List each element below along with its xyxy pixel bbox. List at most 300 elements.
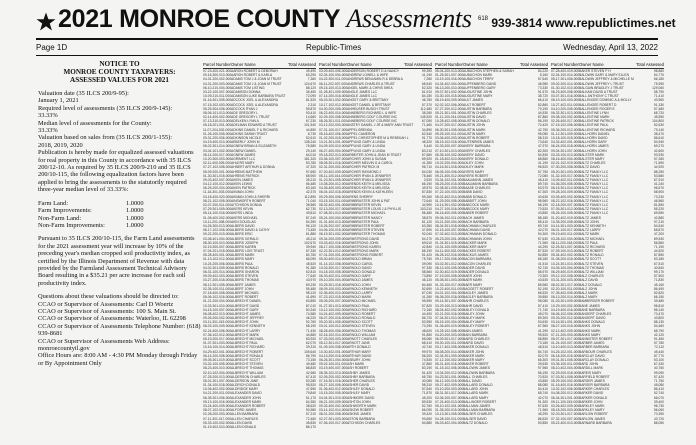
owner-name: ARCHER MELVIN G & CAROL [347, 161, 393, 166]
parcel-number: 03-27-200-018-000 [203, 278, 232, 283]
parcel-number: 04-09-100-010-000 [319, 144, 348, 149]
total-assessed: 52,690 [421, 286, 432, 291]
owner-name: BALLENGEE ROBERT D [579, 102, 617, 107]
parcel-number: 07-20-402-009-000 [319, 169, 348, 174]
column-header: Parcel Number Owner Name Total Assessed [203, 62, 316, 67]
parcel-number: 10-18-100-015-000 [551, 136, 580, 140]
owner-name: ALBRECHT RICHARD [231, 345, 265, 350]
parcel-number: 08-17-100-006-000 [319, 244, 348, 249]
owner-name: BALTZ SCOTT [579, 257, 602, 262]
parcel-number: 01-07-301-003-000 [203, 341, 232, 346]
questions-line: CCAO or Supervisor of Assessments: 100 S. Main St. [38, 307, 177, 315]
total-assessed: 49,490 [305, 69, 316, 73]
owner-name: BALTZ RICHARD [579, 244, 605, 249]
total-assessed: 45,080 [653, 383, 664, 388]
owner-name: AUBUCHON MARK [463, 73, 493, 78]
parcel-number: 03-28-102-004-000 [551, 236, 580, 241]
parcel-number: 07-04-201-015-000 [203, 249, 232, 254]
total-assessed: 51,420 [421, 370, 432, 375]
total-assessed: 102,670 [304, 240, 316, 245]
total-assessed: 46,220 [305, 316, 316, 321]
total-assessed: 72,110 [654, 345, 664, 350]
owner-name: ALLEN DONALD [231, 424, 257, 429]
owner-name: AUSTIN ROBERT [463, 136, 490, 140]
parcel-number: 06-31-100-014-000 [203, 270, 232, 274]
total-assessed: 73,450 [305, 228, 316, 233]
parcel-number: 06-19-301-002-000 [319, 232, 348, 237]
total-assessed: 54,460 [653, 324, 664, 329]
parcel-number: 05-10-102-001-000 [435, 404, 464, 408]
total-assessed: 98,860 [653, 69, 664, 73]
total-assessed: 67,230 [305, 119, 316, 124]
owner-name: BARKER DONALD [579, 395, 608, 400]
parcel-number: 05-34-402-002-000 [551, 253, 580, 258]
total-assessed: 91,770 [421, 136, 432, 140]
total-assessed: 86,610 [653, 136, 664, 140]
total-assessed: 56,860 [653, 240, 664, 245]
total-assessed: 50,340 [305, 307, 316, 312]
total-assessed: 53,950 [421, 320, 432, 325]
parcel-number: 09-33-200-012-000 [551, 316, 580, 321]
total-assessed: 99,390 [421, 69, 432, 73]
parcel-number: 08-03-100-009-000 [203, 324, 232, 329]
owner-name: BARKLEY MARY [579, 408, 605, 413]
owner-name: BANNISTER ROBERT [579, 337, 613, 341]
parcel-number: 08-02-301-017-000 [551, 282, 580, 287]
total-assessed: 52,630 [653, 123, 664, 128]
parcel-number: 01-30-301-015-000 [203, 173, 232, 178]
parcel-number: 06-33-402-011-000 [319, 274, 347, 279]
total-assessed: 51,420 [421, 253, 432, 258]
parcel-number: 09-32-400-002-000 [319, 404, 348, 408]
owner-name: ANNEBERG GOLF COURSE INC [347, 115, 398, 120]
total-assessed: 66,090 [421, 408, 432, 413]
owner-name: ARNOTT CHARLES [347, 337, 377, 341]
parcel-number: 08-11-200-018-000 [551, 240, 579, 245]
owner-name: BALL CHARLES [463, 374, 488, 379]
owner-name: BARKLEY MARK [579, 404, 605, 408]
total-assessed: 57,630 [537, 236, 548, 241]
total-assessed: 45,160 [653, 282, 664, 287]
total-assessed: 99,170 [653, 270, 664, 274]
required-level: Required level of assessments (35 ILCS 200/9-145): 33.33% [38, 104, 173, 120]
parcel-number: 03-26-402-009-000 [551, 404, 580, 408]
owner-name: ARENDS KEVIN & KATHLEEN [347, 190, 393, 195]
parcel-number: 10-04-200-012-000 [435, 370, 464, 375]
owner-name: ARNOLD CAROL [347, 261, 374, 266]
total-assessed: 39,420 [421, 412, 432, 417]
total-assessed: 92,740 [537, 265, 548, 270]
owner-name: BARKER DAVID [579, 391, 604, 396]
total-assessed: 70,470 [653, 311, 664, 316]
owner-name: BARD JOHN [579, 362, 599, 367]
parcel-number: 04-05-100-004-000 [551, 265, 580, 270]
parcel-number: 05-25-304-006-000 [203, 106, 232, 111]
total-assessed: 66,090 [305, 257, 316, 262]
parcel-number: 07-24-400-013-000 [435, 399, 464, 404]
owner-name: ALBERT JAMES [231, 282, 256, 287]
total-assessed: 49,810 [305, 211, 316, 216]
total-assessed: 14,660 [305, 115, 316, 120]
owner-name: BALGAIN BRADLEY J TRUST [579, 85, 624, 90]
parcel-number: 08-28-400-006-000 [319, 328, 348, 333]
owner-name: ALBRECHT ROBERT [231, 349, 264, 354]
parcel-number: 03-03-402-016-000 [319, 240, 348, 245]
total-assessed: 84,150 [421, 94, 432, 99]
owner-name: BALLENTINE PATRICK [579, 119, 614, 124]
total-assessed: 39,850 [537, 295, 548, 300]
owner-name: ALEXANDER JOHN [231, 395, 261, 400]
owner-name: AKERS MICHAEL [231, 215, 258, 220]
total-assessed: 42,600 [653, 148, 664, 153]
owner-name: BALTZ MICHAEL [579, 236, 605, 241]
parcel-number: 01-24-100-007-000 [551, 341, 580, 346]
owner-name: BABCOCK MARY [463, 207, 490, 212]
parcel-number: 01-13-102-012-000 [203, 257, 232, 262]
owner-name: BACHMANN DONALD [463, 232, 497, 237]
owner-name: ALFORD JAMES [231, 408, 257, 413]
publication-text: Publication is hereby made for equalized assessed valuations for real property in this County in accordance with 35 ILCS 200/12-10. As required by 35 ILCS 200/9-210 and 35 ILCS 200/10-115, the following equalization factors have been applied to bring the assessments to the statutorily required three-year median level of 33.33%: [38, 149, 194, 194]
parcel-number: 08-22-102-016-000 [551, 198, 580, 203]
total-assessed: 48,620 [421, 328, 432, 333]
parcel-number: 02-34-301-009-000 [435, 353, 464, 358]
parcel-number: 04-07-200-017-000 [435, 123, 464, 128]
total-assessed: 42,750 [537, 127, 548, 132]
parcel-number: 07-18-400-008-000 [203, 290, 232, 295]
owner-name: ARNOLD BRIAN [347, 257, 372, 262]
owner-name: BACH JAMES [463, 215, 485, 220]
owner-name: ALEXANDER MARK [231, 399, 262, 404]
owner-name: ARNOLD RONALD [347, 316, 376, 321]
parcel-number: 07-15-102-003-000 [203, 102, 232, 107]
parcel-number: 06-36-200-018-000 [435, 295, 464, 300]
parcel-number: 06-26-301-004-000 [319, 357, 348, 362]
parcel-number: 02-36-400-010-000 [319, 290, 348, 295]
parcel-number: 09-03-402-007-000 [203, 177, 232, 182]
parcel-number: 04-16-301-018-000 [435, 165, 464, 170]
parcel-number: 09-19-400-011-000 [551, 232, 579, 237]
parcel-number: 04-35-400-003-000 [319, 186, 348, 191]
total-assessed: 58,850 [537, 337, 548, 341]
parcel-number: 06-04-102-018-000 [319, 190, 348, 195]
total-assessed: 58,900 [653, 190, 664, 195]
total-assessed: 7,280 [423, 77, 432, 82]
parcel-number: 06-10-210-004-000 [203, 85, 232, 90]
parcel-number: 05-22-400-013-000 [551, 420, 580, 425]
parcel-number: 05-06-102-016-000 [203, 295, 232, 300]
parcel-number: 01-03-301-009-000 [551, 299, 580, 304]
parcel-number: 04-19-400-016-000 [551, 307, 580, 312]
owner-name: ADKINSON NICOLE [231, 136, 262, 140]
owner-name: BACHMAN CHARLES [463, 223, 496, 228]
parcel-number: 03-36-100-007-000 [319, 156, 348, 161]
owner-name: BALKAM DAVID A TRUST [579, 89, 618, 94]
parcel-number: 07-35-402-005-000 [551, 290, 580, 295]
total-assessed: 86,410 [653, 387, 664, 392]
owner-name: BALZ DAVID [579, 278, 598, 283]
owner-name: ARNOLD JOHN [347, 282, 371, 287]
total-assessed: 56,190 [537, 203, 548, 207]
total-assessed: 71,960 [537, 240, 548, 245]
owner-name: BAGGETT ROBERT [463, 286, 494, 291]
parcel-number: 08-21-102-005-000 [203, 198, 232, 203]
masthead-section: Assessments [346, 4, 472, 33]
owner-name: ARMSTRONG MARK [347, 249, 379, 254]
parcel-number: 04-14-301-003-000 [551, 223, 580, 228]
parcel-number: 09-26-200-002-000 [203, 316, 232, 321]
owner-name: ASTON BARBARA [347, 416, 375, 421]
parcel-number: 01-28-401-009-000 [319, 89, 348, 94]
parcel-number: 04-23-301-001-000 [435, 374, 464, 379]
owner-name: ARNOLD ROBERT [347, 311, 376, 316]
parcel-number: 06-21-100-009-000 [319, 399, 348, 404]
total-assessed: 52,740 [653, 391, 664, 396]
total-assessed: 71,190 [653, 244, 664, 249]
total-assessed: 77,640 [305, 274, 316, 279]
parcel-number: 09-21-400-012-000 [435, 173, 464, 178]
parcel-number: 03-09-400-005-000 [319, 69, 348, 73]
owner-name: BALDWIN GARY & MARY ELLEN [579, 73, 629, 78]
owner-name: ANNEBERG RICHARD L & WIFE [347, 110, 397, 115]
parcel-number: 10-28-402-008-000 [435, 119, 464, 124]
folio-rule [36, 55, 658, 56]
owner-name: ARMBRUSTER STEVEN [347, 228, 385, 233]
owner-name: BAIN JAMES [463, 328, 483, 333]
owner-name: BACHMAN DAVID [463, 228, 491, 233]
assessment-listing [203, 60, 663, 440]
owner-name: ARCHER JOHN & SUSAN [347, 156, 387, 161]
owner-name: ALBERS DAVID [231, 223, 255, 228]
owner-name: ASHBY BARBARA [347, 374, 375, 379]
questions-line: CCAO or Supervisor of Assessments: Carl D Woertz [38, 300, 174, 308]
total-assessed: 56,190 [537, 119, 548, 124]
owner-name: ARBEITER JOHN & JEAN M TRUST [347, 152, 402, 157]
parcel-number: 08-16-400-004-000 [551, 156, 580, 161]
owner-name: BALSER DAVID [463, 416, 487, 421]
owner-name: AUSTIN MARY [463, 131, 486, 136]
parcel-number: 09-06-102-011-000 [435, 215, 463, 220]
total-assessed: 44,920 [653, 165, 664, 170]
owner-name: BANE BARBARA [579, 307, 605, 312]
total-assessed: 42,070 [537, 228, 548, 233]
owner-name: BAILEY DONALD [463, 307, 490, 312]
total-assessed: 54,940 [653, 140, 664, 145]
parcel-number: 08-09-100-003-000 [319, 286, 348, 291]
total-assessed: 81,520 [305, 98, 316, 103]
total-assessed: 55,080 [421, 337, 432, 341]
total-assessed: 89,300 [537, 316, 548, 321]
parcel-number: 02-14-400-002-000 [203, 115, 232, 120]
parcel-number: 05-16-402-006-000 [319, 131, 348, 136]
parcel-number: 08-34-301-018-000 [435, 223, 464, 228]
parcel-number: 02-12-402-009-000 [551, 328, 580, 333]
column-rows [203, 69, 316, 429]
parcel-number: 03-31-200-003-000 [551, 278, 580, 283]
owner-name: AUBUCHON TERRY [463, 77, 494, 82]
total-assessed: 66,070 [653, 395, 664, 400]
parcel-number: 02-09-100-008-000 [319, 115, 348, 120]
total-assessed: 71,750 [653, 378, 664, 383]
total-assessed: 63,850 [305, 299, 316, 304]
total-assessed: 45,590 [653, 115, 664, 120]
parcel-number: 01-04-301-015-000 [435, 240, 464, 245]
owner-name: BALLARD MARY [463, 395, 489, 400]
parcel-number: 10-11-201-008-000 [203, 219, 231, 224]
owner-name: BALTZ RONALD [579, 253, 604, 258]
owner-name: ANGST GARY & BRITTANY [347, 98, 389, 103]
parcel-number: 07-36-102-012-000 [203, 332, 232, 337]
parcel-number: 05-23-200-001-000 [435, 236, 464, 241]
total-assessed: 57,370 [421, 102, 432, 107]
owner-name: ALBRECHT STEVEN [231, 362, 263, 367]
total-assessed: 44,520 [653, 249, 664, 254]
parcel-number: 03-24-400-009-000 [203, 404, 232, 408]
total-assessed: 38,470 [653, 131, 664, 136]
parcel-number: 04-36-200-005-000 [551, 182, 580, 187]
owner-name: ANGLE JAMES LLC [347, 94, 378, 99]
total-assessed: 63,350 [421, 223, 432, 228]
total-assessed: 97,960 [537, 366, 548, 371]
total-assessed: 52,320 [421, 85, 432, 90]
owner-name: ARNOLD KENNETH [347, 286, 378, 291]
parcel-number: 05-03-301-002-000 [319, 98, 348, 103]
owner-name: ALBRECHT LARRY [231, 328, 261, 333]
owner-name: BACON CHARLES [463, 261, 492, 266]
owner-name: BALSTER MARK [579, 152, 605, 157]
parcel-number: 02-16-102-014-000 [319, 332, 348, 337]
total-assessed: 96,570 [653, 186, 664, 191]
parcel-number: 04-26-300-013-000 [203, 223, 232, 228]
total-assessed: 72,080 [537, 173, 548, 178]
total-assessed: 91,300 [537, 399, 548, 404]
parcel-number: 01-35-200-015-000 [435, 408, 464, 413]
parcel-number: 02-01-102-019-000 [551, 161, 580, 166]
parcel-number: 07-27-200-012-000 [435, 106, 464, 111]
owner-name: BAKER MARY [463, 357, 485, 362]
total-assessed: 72,160 [421, 307, 432, 312]
parcel-number: 02-05-200-002-000 [319, 374, 348, 379]
parcel-number: 07-23-400-021-000 [203, 69, 232, 73]
total-assessed: 39,630 [537, 362, 548, 367]
parcel-number: 07-01-200-001-000 [319, 253, 348, 258]
parcel-number: 08-25-200-015-000 [435, 182, 464, 187]
owner-name: AIKEN JAMES [231, 177, 253, 182]
total-assessed: 83,920 [305, 337, 316, 341]
owner-name: ALLEN DAVID [231, 420, 253, 425]
masthead-title [58, 4, 472, 34]
parcel-number: 05-15-100-004-000 [435, 320, 464, 325]
owner-name: ALLEN CHARLES [231, 416, 258, 421]
owner-name: BALLHORN GARY [579, 140, 607, 145]
owner-name: BALTZ ROBERT [579, 249, 604, 254]
owner-name: ASHBY JAMES [347, 370, 371, 375]
total-assessed: 67,910 [653, 177, 664, 182]
total-assessed: 42,070 [537, 395, 548, 400]
total-assessed: 97,210 [653, 219, 664, 224]
total-assessed: 86,490 [653, 286, 664, 291]
owner-name: BALTZ THOMAS [579, 265, 604, 270]
owner-name: ALBERT MICHAEL [231, 290, 260, 295]
parcel-number: 09-07-301-002-000 [435, 89, 464, 94]
owner-name: ALDERSON CHARLES [231, 374, 266, 379]
masthead [0, 0, 696, 38]
parcel-number: 05-24-100-004-000 [319, 215, 348, 220]
owner-name: ALBRECHT MARK [231, 332, 259, 337]
owner-name: BARNARD BARBARA [579, 420, 612, 425]
parcel-number: 02-31-200-002-000 [319, 165, 348, 170]
total-assessed: 67,960 [537, 324, 548, 329]
parcel-number: 04-24-402-009-000 [319, 311, 348, 316]
total-assessed: 52,190 [537, 286, 548, 291]
owner-name: ADCOCK RYAN J [231, 106, 258, 111]
total-assessed: 70,290 [421, 324, 432, 329]
owner-name: ARNOLD STEVEN [347, 324, 375, 329]
total-assessed: 95,520 [305, 383, 316, 388]
owner-name: ARNOLD PAUL [347, 303, 371, 308]
farmland-text: Pursuant to 35 ILCS 200/10-115, the Farm Land assessments for the 2021 assessment year will increase by 10% of the preceding year's median cropped soil productivity index, as certified by the Illinois Department of Revenue with data provided by the Farmland Assessment Technical Advisory Board resulting in a $35.21 per acre increase for each soil productivity index. [38, 235, 195, 287]
owner-name: AGNEW BRIAN & ELIZABETH [231, 144, 277, 149]
parcel-number: 02-02-102-006-000 [435, 102, 464, 107]
column-rows [319, 69, 432, 425]
total-assessed: 86,520 [537, 416, 548, 421]
owner-name: BALSER CHARLES [463, 412, 493, 417]
parcel-number: 06-01-100-017-000 [551, 228, 580, 233]
owner-name: BABCOCK MARK [463, 203, 490, 207]
total-assessed: 3,920 [423, 177, 432, 182]
total-assessed: 66,180 [653, 77, 664, 82]
parcel-number: 09-34-200-009-000 [319, 236, 348, 241]
valuation-date: Valuation date (35 ILCS 200/9-95): January 1, 2021 [38, 90, 129, 105]
total-assessed: 45,070 [537, 311, 548, 316]
parcel-number: 02-20-100-011-000 [551, 286, 579, 291]
total-assessed: 54,030 [421, 169, 432, 174]
owner-name: BARDILL MARK [579, 366, 604, 371]
website-link[interactable]: www.republictimes.net [545, 16, 676, 30]
star-icon [36, 12, 56, 32]
masthead-contact [478, 16, 676, 30]
total-assessed: 93,930 [653, 152, 664, 157]
owner-name: ARMBRUSTER PAUL [347, 219, 380, 224]
owner-name: ALBERT ROBERT [231, 295, 259, 300]
total-assessed: 84,460 [421, 282, 432, 287]
parcel-number: 08-04-402-002-000 [435, 307, 464, 312]
parcel-number: 06-35-301-006-000 [203, 395, 232, 400]
total-assessed: 51,170 [305, 395, 316, 400]
total-assessed: 83,160 [305, 186, 316, 191]
parcel-number: 04-13-200-015-000 [319, 353, 348, 358]
total-assessed: 53,780 [305, 161, 316, 166]
total-assessed: 84,760 [305, 253, 316, 258]
parcel-number: 10-29-100-002-000 [551, 303, 580, 308]
owner-name: ADE GREGORY L [231, 110, 259, 115]
owner-name: BANKS JOHN [579, 324, 601, 329]
owner-name: APPLING GARY & LINDA [347, 144, 386, 149]
parcel-number: 11-07-204-002-000 [203, 127, 231, 132]
total-assessed: 67,410 [305, 374, 316, 379]
total-assessed: 42,740 [421, 345, 432, 350]
parcel-number: 04-32-402-001-000 [551, 140, 580, 145]
owner-name: BAKER JOHN [463, 349, 485, 354]
parcel-number: 04-08-200-012-000 [551, 391, 580, 396]
owner-name: ANDREW LOWELL & WIFE [347, 73, 389, 78]
total-assessed: 45,290 [537, 412, 548, 417]
total-assessed: 38,870 [421, 215, 432, 220]
parcel-number: 08-13-100-005-000 [435, 265, 464, 270]
owner-name: BADER DAVID [463, 265, 486, 270]
total-assessed: 79,840 [305, 391, 316, 396]
parcel-number: 04-20-200-003-000 [435, 332, 464, 337]
owner-name: AHRENS PATRICK [231, 173, 260, 178]
